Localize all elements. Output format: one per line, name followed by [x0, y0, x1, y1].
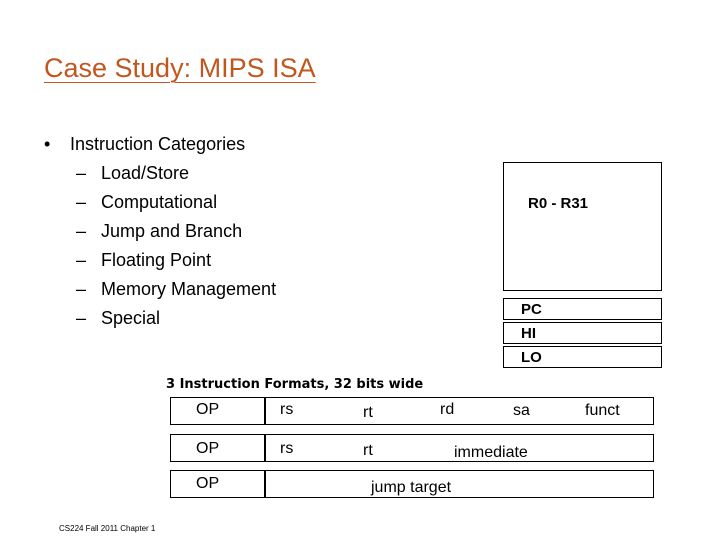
pc-register-box	[503, 298, 662, 320]
j-op-label: OP	[196, 475, 220, 492]
lo-register-box	[503, 346, 662, 368]
slide-title: Case Study: MIPS ISA	[44, 53, 316, 83]
dash: –	[76, 192, 87, 212]
i-rt-label: rt	[363, 442, 373, 459]
lo-label: LO	[521, 349, 542, 366]
r-op-label: OP	[196, 401, 220, 418]
dash: –	[76, 250, 87, 270]
footer-text: CS224 Fall 2011 Chapter 1	[59, 524, 156, 533]
i-type-format-row	[170, 434, 654, 462]
bullet-instruction-categories: Instruction Categories	[70, 134, 246, 154]
i-rs-label: rs	[280, 440, 294, 457]
i-immediate-label: immediate	[454, 444, 528, 461]
r-rs-label: rs	[280, 401, 294, 418]
r-sa-label: sa	[513, 402, 530, 419]
bullet-symbol: •	[44, 134, 51, 154]
hi-register-box	[503, 322, 662, 344]
j-fields-box	[265, 470, 654, 498]
hi-label: HI	[521, 325, 536, 342]
r-rt-label: rt	[363, 404, 373, 421]
j-type-format-row	[170, 470, 654, 498]
formats-heading: 3 Instruction Formats, 32 bits wide	[166, 377, 424, 392]
dash: –	[76, 308, 87, 328]
dash: –	[76, 163, 87, 183]
dash: –	[76, 279, 87, 299]
r-rd-label: rd	[440, 401, 455, 418]
pc-label: PC	[521, 301, 542, 318]
r-type-format-row	[170, 397, 654, 425]
j-jump-target-label: jump target	[371, 479, 452, 496]
dash: –	[76, 221, 87, 241]
gpr-label: R0 - R31	[528, 195, 589, 212]
gpr-register-box	[503, 162, 662, 291]
i-op-label: OP	[196, 440, 220, 457]
r-funct-label: funct	[585, 402, 620, 419]
